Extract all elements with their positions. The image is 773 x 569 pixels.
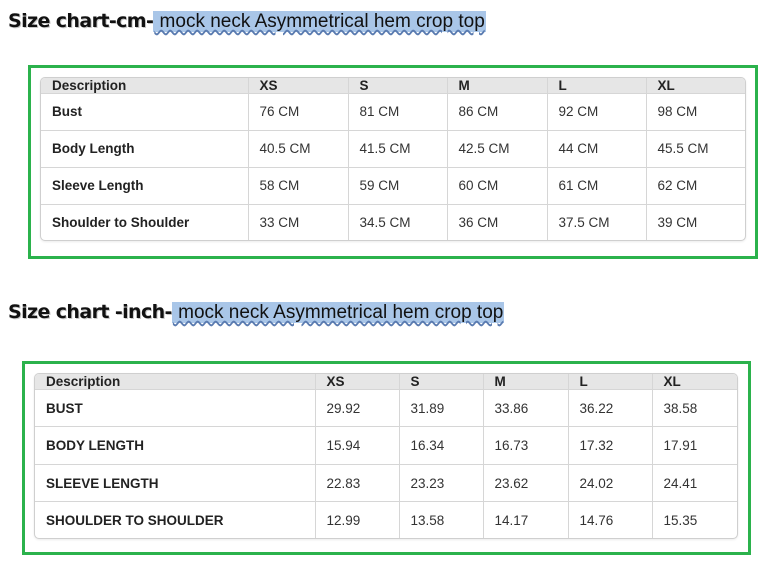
row-label: Sleeve Length bbox=[41, 167, 248, 204]
table-cell: 45.5 CM bbox=[646, 130, 745, 167]
table-row bbox=[41, 94, 745, 131]
table-cell: 13.58 bbox=[399, 502, 483, 538]
column-header: L bbox=[547, 78, 646, 94]
table-cell: 16.34 bbox=[399, 427, 483, 464]
table-cell: 14.76 bbox=[568, 502, 652, 538]
table-cell: 98 CM bbox=[646, 94, 745, 131]
table-row bbox=[41, 130, 745, 167]
cm-size-table bbox=[41, 78, 745, 240]
column-header: XL bbox=[646, 78, 745, 94]
table-cell: 41.5 CM bbox=[348, 130, 447, 167]
table-row bbox=[35, 502, 737, 538]
table-cell: 42.5 CM bbox=[447, 130, 547, 167]
inch-size-table bbox=[35, 374, 737, 538]
column-header: XS bbox=[248, 78, 348, 94]
table-cell: 40.5 CM bbox=[248, 130, 348, 167]
table-cell: 60 CM bbox=[447, 167, 547, 204]
column-header: Description bbox=[41, 78, 248, 94]
table-row bbox=[41, 167, 745, 204]
table-header-row bbox=[35, 374, 737, 390]
table-cell: 15.35 bbox=[663, 512, 698, 528]
column-header: XS bbox=[315, 374, 399, 390]
cm-size-table-container bbox=[40, 77, 746, 241]
table-cell: 33.86 bbox=[483, 390, 568, 427]
column-header: S bbox=[348, 78, 447, 94]
table-cell: 76 CM bbox=[248, 94, 348, 131]
cm-heading-product-title: mock neck Asymmetrical hem crop top bbox=[154, 11, 485, 32]
table-cell: 23.62 bbox=[483, 464, 568, 501]
table-cell: 15.94 bbox=[315, 427, 399, 464]
column-header: XL bbox=[652, 374, 737, 390]
column-header: S bbox=[399, 374, 483, 390]
table-cell: 23.23 bbox=[399, 464, 483, 501]
table-cell: 24.02 bbox=[568, 464, 652, 501]
table-cell: 17.32 bbox=[568, 427, 652, 464]
table-header-row bbox=[41, 78, 745, 94]
table-cell: 59 CM bbox=[348, 167, 447, 204]
cm-size-chart-heading bbox=[8, 9, 486, 34]
table-cell: 14.17 bbox=[483, 502, 568, 538]
table-cell: 34.5 CM bbox=[348, 204, 447, 240]
row-label: BUST bbox=[35, 390, 315, 427]
table-cell: 38.58 bbox=[652, 390, 737, 427]
table-row bbox=[41, 204, 745, 240]
row-label: Shoulder to Shoulder bbox=[41, 204, 248, 240]
table-row bbox=[35, 464, 737, 501]
column-header: M bbox=[483, 374, 568, 390]
inch-size-chart-heading bbox=[8, 300, 504, 325]
row-label: Bust bbox=[41, 94, 248, 131]
table-cell: 37.5 CM bbox=[547, 204, 646, 240]
table-cell: 36.22 bbox=[568, 390, 652, 427]
table-cell: 29.92 bbox=[315, 390, 399, 427]
row-label: BODY LENGTH bbox=[35, 427, 315, 464]
table-cell: 39 CM bbox=[657, 214, 698, 230]
table-cell: 33 CM bbox=[248, 204, 348, 240]
table-cell: 44 CM bbox=[547, 130, 646, 167]
table-cell: 81 CM bbox=[348, 94, 447, 131]
table-cell: 61 CM bbox=[547, 167, 646, 204]
table-cell: 31.89 bbox=[399, 390, 483, 427]
table-cell: 92 CM bbox=[547, 94, 646, 131]
table-cell: 16.73 bbox=[483, 427, 568, 464]
table-cell: 24.41 bbox=[652, 464, 737, 501]
inch-size-table-container bbox=[34, 373, 738, 539]
row-label: Body Length bbox=[41, 130, 248, 167]
column-header: L bbox=[568, 374, 652, 390]
table-cell: 62 CM bbox=[646, 167, 745, 204]
table-cell: 22.83 bbox=[315, 464, 399, 501]
table-cell: 58 CM bbox=[248, 167, 348, 204]
column-header: M bbox=[447, 78, 547, 94]
inch-size-chart-frame bbox=[22, 361, 751, 555]
row-label: SHOULDER TO SHOULDER bbox=[35, 502, 315, 538]
inch-heading-prefix: Size chart -inch- bbox=[8, 301, 172, 323]
table-row bbox=[35, 390, 737, 427]
table-cell: 86 CM bbox=[447, 94, 547, 131]
cm-size-chart-frame bbox=[28, 65, 758, 259]
cm-heading-prefix: Size chart-cm- bbox=[8, 10, 154, 32]
table-cell: 12.99 bbox=[315, 502, 399, 538]
row-label: SLEEVE LENGTH bbox=[35, 464, 315, 501]
table-cell: 17.91 bbox=[652, 427, 737, 464]
column-header: Description bbox=[35, 374, 315, 390]
table-cell: 36 CM bbox=[447, 204, 547, 240]
table-row bbox=[35, 427, 737, 464]
inch-heading-product-title: mock neck Asymmetrical hem crop top bbox=[172, 302, 504, 323]
